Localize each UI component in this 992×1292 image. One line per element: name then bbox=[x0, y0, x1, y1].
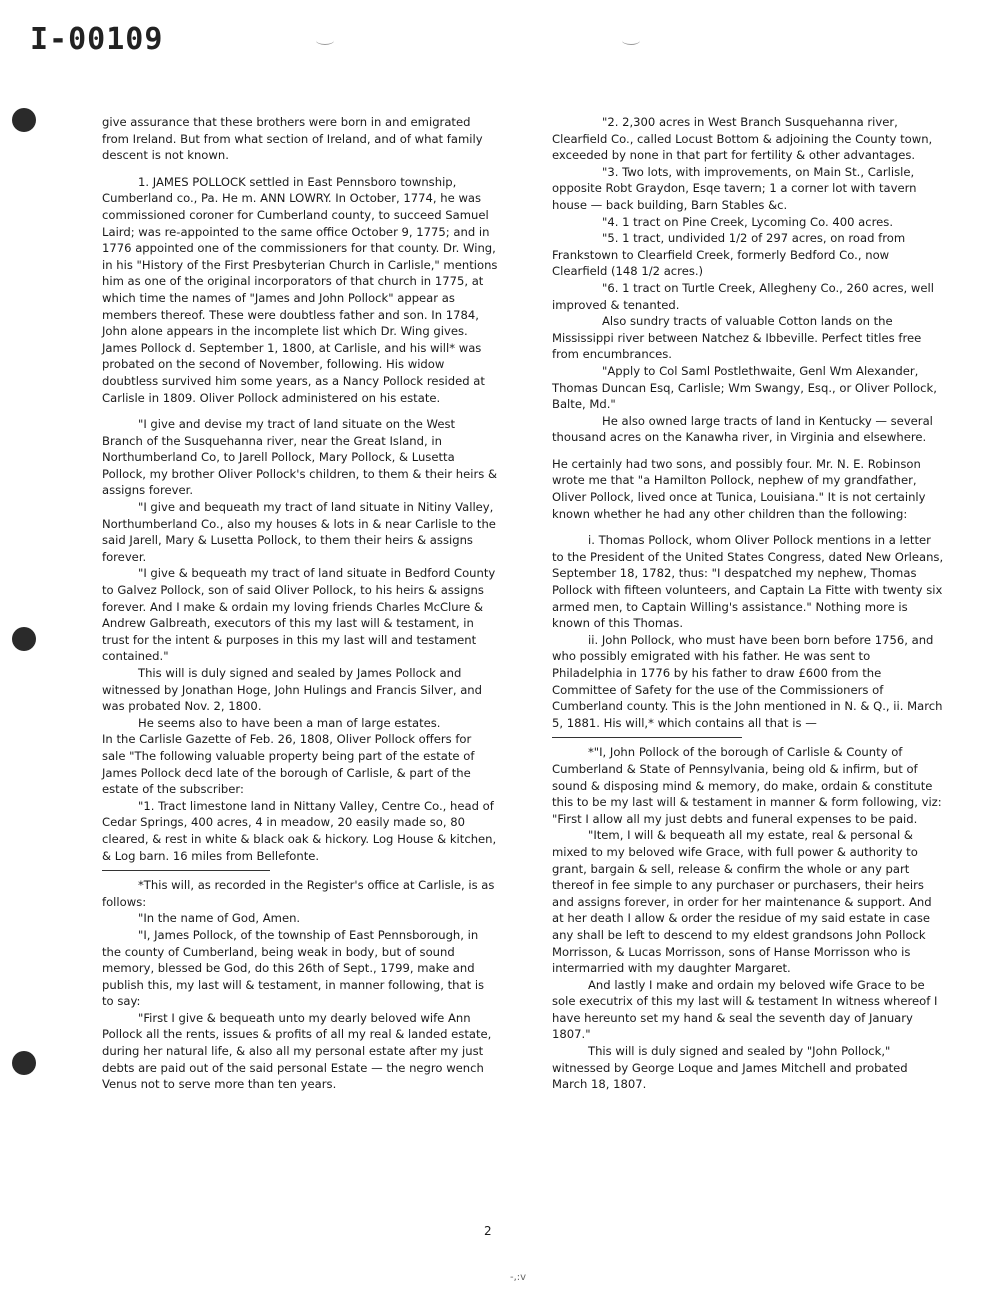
paragraph: He seems also to have been a man of large estates. bbox=[138, 715, 441, 730]
paragraph: "3. Two lots, with improvements, on Main St., Carlisle, opposite Robt Graydon, Esqe tavern; 1 a corner lot with tavern house — back building, Barn Stables &c. bbox=[552, 164, 917, 212]
paragraph: *"I, John Pollock of the borough of Carlisle & County of Cumberland & State of Pennsylvania, being old & infirm, but of sound & disposing mind & memory, do make, ordain & constitute this to be my last will & testament in manner & form following, viz: "First I allow all my just debts and funeral expenses to be paid. bbox=[552, 745, 942, 826]
paragraph: give assurance that these brothers were born in and emigrated from Ireland. But from what section of Ireland, and of what family descent is not known. bbox=[102, 115, 483, 163]
paragraph: This will is duly signed and sealed by James Pollock and witnessed by Jonathan Hoge, John Hulings and Francis Silver, and was probated Nov. 2, 1800. bbox=[102, 666, 483, 714]
scan-mark bbox=[622, 36, 640, 45]
paragraph: "I give & bequeath my tract of land situate in Bedford County to Galvez Pollock, son of said Oliver Pollock, to his heirs & assigns forever. And I make & ordain my loving friends Charles McClure & Andrew Galbreath, executors of this my last will & testament, in trust for the intent & purposes in this my last will and testament contained." bbox=[102, 566, 496, 664]
paragraph: He also owned large tracts of land in Kentucky — several thousand acres on the Kanawha river, in Virginia and elsewhere. bbox=[552, 413, 933, 445]
footnote-rule bbox=[552, 737, 742, 738]
document-id-stamp: I-00109 bbox=[30, 22, 164, 57]
paragraph: "1. Tract limestone land in Nittany Valley, Centre Co., head of Cedar Springs, 400 acres, 4 in meadow, 20 easily made so, 80 cleared, & rest in white & black oak & hickory. Log House & kitchen, & Log barn. 16 miles from Bellefonte. bbox=[102, 798, 497, 863]
paragraph: ii. John Pollock, who must have been born before 1756, and who possibly emigrated with his father. He was sent to Philadelphia in 1776 by his father to draw £600 from the Committee of Safety for the use of the Commissioners of Cumberland county. This is the John mentioned in N. & Q., ii. March 5, 1881. His will,* which contains all that is — bbox=[552, 632, 943, 730]
paragraph: "4. 1 tract on Pine Creek, Lycoming Co. 400 acres. bbox=[602, 214, 894, 229]
paragraph: He certainly had two sons, and possibly four. Mr. N. E. Robinson wrote me that "a Hamilton Pollock, nephew of my grandfather, Oliver Pollock, lived once at Tunica, Louisiana." It is not certainly known whether he had any other children than the following: bbox=[552, 456, 926, 521]
paragraph: "I give and bequeath my tract of land situate in Nitiny Valley, Northumberland Co., also my houses & lots in & near Carlisle to the said Jarell, Mary & Lusetta Pollock, to them their heirs & assigns forever. bbox=[102, 500, 496, 564]
paragraph: "In the name of God, Amen. bbox=[138, 911, 301, 926]
left-footnote bbox=[102, 877, 498, 1093]
paragraph: "2. 2,300 acres in West Branch Susquehanna river, Clearfield Co., called Locust Bottom & adjoining the County town, exceeded by none in that part for fertility & other advantages. bbox=[552, 115, 933, 163]
punch-hole-top bbox=[12, 108, 36, 132]
paragraph: "5. 1 tract, undivided 1/2 of 297 acres, on road from Frankstown to Clearfield Creek, formerly Bedford Co., now Clearfield (148 1/2 acres.) bbox=[552, 231, 906, 279]
paragraph: 1. JAMES POLLOCK settled in East Pennsboro township, Cumberland co., Pa. He m. ANN LOWRY. In October, 1774, he was commissioned coroner for Cumberland county, to succeed Samuel Laird; was re-appointed to the same office October 9, 1775; and in 1776 appointed one of the commissioners for that county. Dr. Wing, in his "History of the First Presbyterian Church in Carlisle," mentions him as one of the original incorporators of that church in 1775, at which time the names of "James and John Pollock" appear as members thereof. These were doubtless father and son. In 1784, John alone appears in the incomplete list which Dr. Wing gives. James Pollock d. September 1, 1800, at Carlisle, and his will* was probated on the second of November, following. His widow doubtless survived him some years, as a Nancy Pollock resided at Carlisle in 1809. Oliver Pollock administered on his estate. bbox=[102, 174, 498, 405]
paragraph: "I give and devise my tract of land situate on the West Branch of the Susquehanna river, near the Great Island, in Northumberland Co, to Jarell Pollock, Mary Pollock, & Lusetta Pollock, my brother Oliver Pollock's children, to them & their heirs & assigns forever. bbox=[102, 417, 498, 498]
paragraph: Also sundry tracts of valuable Cotton lands on the Mississippi river between Natchez & Ibbeville. Perfect titles free from encumbrances. bbox=[552, 314, 922, 362]
right-footnote bbox=[552, 744, 944, 1092]
paragraph: "Item, I will & bequeath all my estate, real & personal & mixed to my beloved wife Grace, with full power & authority to grant, bargain & sell, release & confirm the whole or any part thereof in fee simple to any purchaser or purchasers, their heirs and assigns forever, in order for her maintenance & support. And at her death I allow & order the residue of my said estate in case any shall be left to descend to my eldest grandsons John Pollock Morrisson, & Lucas Morrisson, sons of Hanse Morrisson who is intermarried with my daughter Margaret. bbox=[552, 828, 932, 976]
paragraph: "First I give & bequeath unto my dearly beloved wife Ann Pollock all the rents, issues & profits of all my real & landed estate, during her natural life, & also all my personal estate after my just debts are paid out of the said personal Estate — the negro wench Venus not to serve more than ten years. bbox=[102, 1010, 492, 1092]
punch-hole-bottom bbox=[12, 1051, 36, 1075]
right-column bbox=[552, 114, 944, 1093]
footnote-rule bbox=[102, 870, 270, 871]
scan-scribble: -,:v bbox=[510, 1272, 527, 1283]
paragraph: *This will, as recorded in the Register's office at Carlisle, is as follows: bbox=[102, 878, 495, 909]
paragraph: i. Thomas Pollock, whom Oliver Pollock mentions in a letter to the President of the United States Congress, dated New Orleans, September 18, 1782, thus: "I despatched my nephew, Thomas Pollock with fifteen volunteers, and Captain La Fitte with twenty six armed men, to Captain Willing's assistance." Nothing more is known of this Thomas. bbox=[552, 533, 944, 631]
punch-hole-middle bbox=[12, 627, 36, 651]
paragraph: "Apply to Col Saml Postlethwaite, Genl Wm Alexander, Thomas Duncan Esq, Carlisle; Wm Swangy, Esq., or Oliver Pollock, Baltе, Md." bbox=[552, 363, 937, 412]
paragraph: This will is duly signed and sealed by "John Pollock," witnessed by George Loque and James Mitchell and probated March 18, 1807. bbox=[552, 1044, 908, 1092]
paragraph: "I, James Pollock, of the township of East Pennsborough, in the county of Cumberland, being weak in body, but of sound memory, blessed be God, do this 26th of Sept., 1799, make and publish this, my last will & testament, in manner following, that is to say: bbox=[102, 927, 485, 1009]
scan-mark bbox=[316, 36, 334, 45]
paragraph: In the Carlisle Gazette of Feb. 26, 1808, Oliver Pollock offers for sale "The following valuable property being part of the estate of James Pollock decd late of the borough of Carlisle, & part of the estate of the subscriber: bbox=[102, 732, 475, 797]
left-column bbox=[102, 114, 498, 1093]
left-body bbox=[102, 114, 498, 864]
paragraph: And lastly I make and ordain my beloved wife Grace to be sole executrix of this my last will & testament In witness whereof I have hereunto set my hand & seal the seventh day of January 1807." bbox=[552, 977, 938, 1042]
page-number: 2 bbox=[484, 1224, 492, 1238]
paragraph: "6. 1 tract on Turtle Creek, Allegheny Co., 260 acres, well improved & tenanted. bbox=[552, 280, 934, 312]
right-body bbox=[552, 114, 944, 731]
